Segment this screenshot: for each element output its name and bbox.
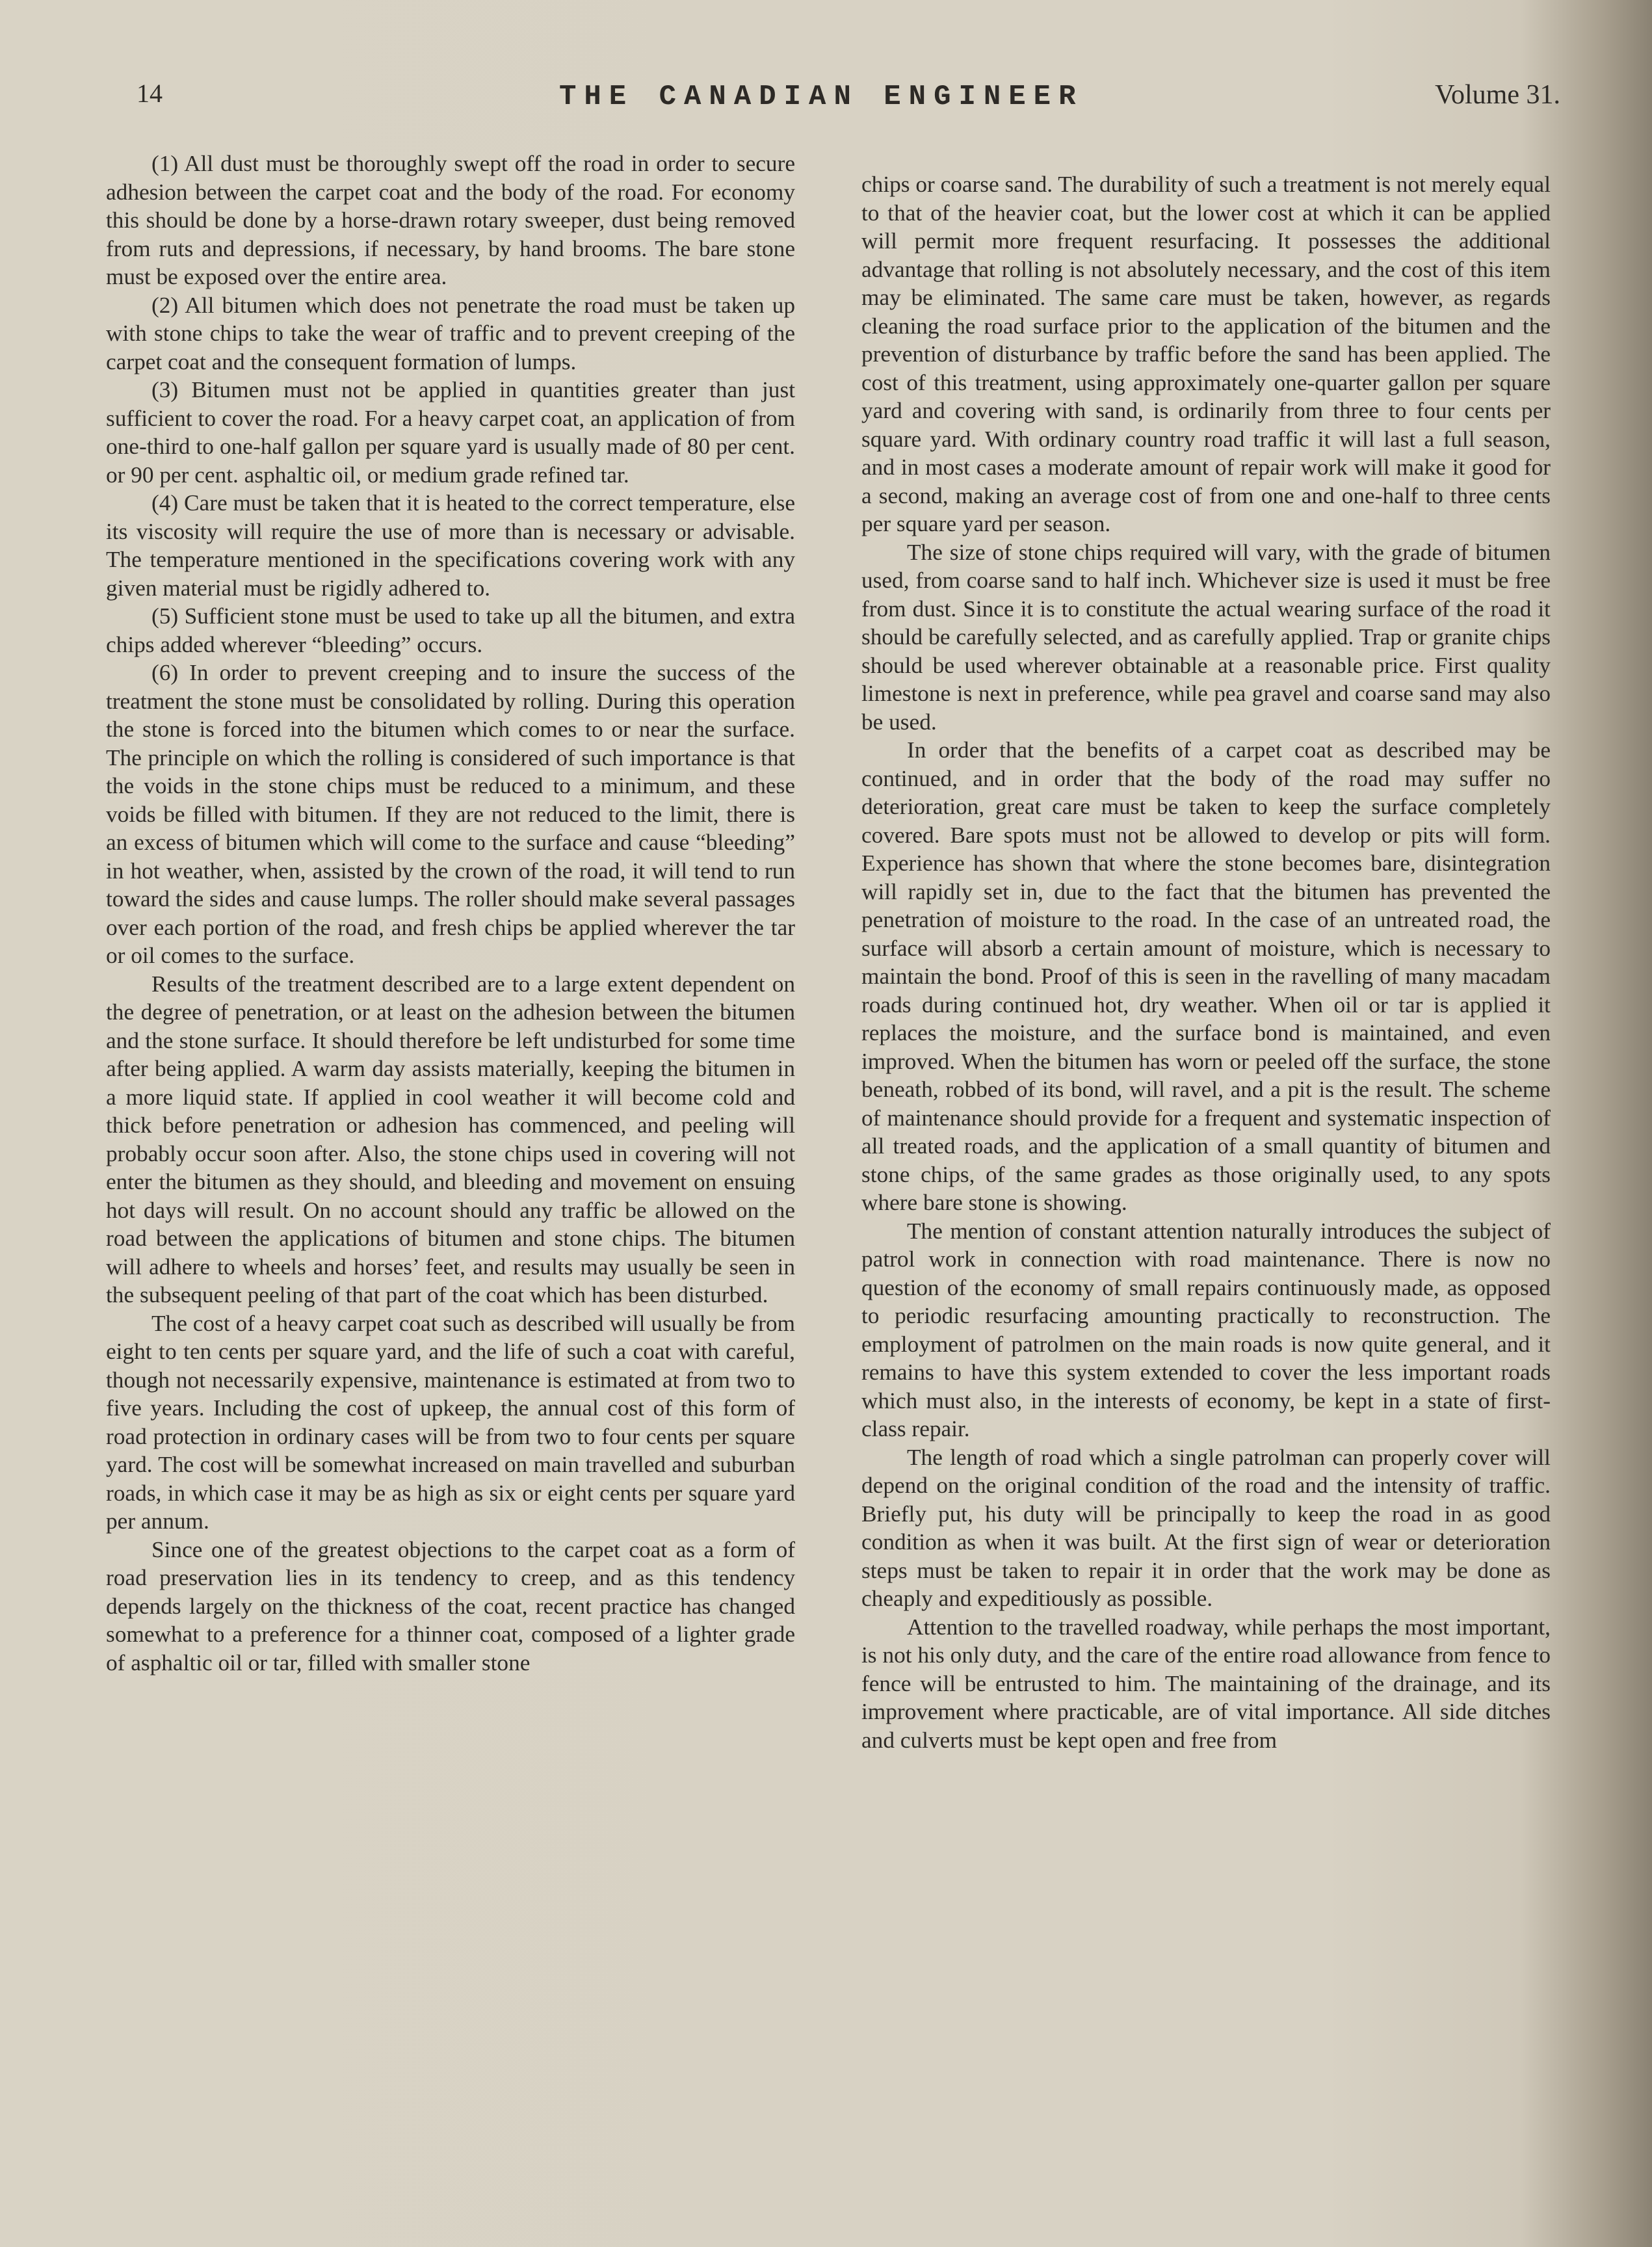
paragraph: (2) All bitumen which does not penetrate the road must be taken up with stone chips to take the wear of traffic and to prevent creeping of the carpet coat and the consequent formation of lumps.	[106, 292, 795, 374]
paragraph: (3) Bitumen must not be applied in quantities greater than just sufficient to cover the road. For a heavy carpet coat, an application of from one-third to one-half gallon per square yard is usually made of 80 per cent. or 90 per cent. asphaltic oil, or medium grade refined tar.	[106, 377, 795, 488]
volume-label: Volume 31.	[1435, 80, 1560, 110]
paragraph-continuation: chips or coarse sand. The durability of such a treatment is not merely equal to that of the heavier coat, but the lower cost at which it can be applied will permit more frequent resurfacing. It possesses the additional advantage that rolling is not absolutely necessary, and the cost of this item may be eliminated. The same care must be taken, however, as regards cleaning the road surface prior to the application of the bitumen and the prevention of disturbance by traffic before the sand has been applied. The cost of this treatment, using approximately one-quarter gallon per square yard and covering with sand, is ordinarily from three to four cents per square yard. With ordinary country road traffic it will last a full season, and in most cases a moderate amount of repair work will make it good for a second, making an average cost of from one and one-half to three cents per square yard per season.	[861, 172, 1551, 536]
paragraph: In order that the benefits of a carpet coat as described may be continued, and in order that the body of the road may suffer no deterioration, great care must be taken to keep the surface completely covered. Bare spots must not be allowed to develop or pits will form. Experience has shown that where the stone becomes bare, disintegration will rapidly set in, due to the fact that the bitumen has prevented the penetration of moisture to the road. In the case of an untreated road, the surface will absorb a certain amount of moisture, which is necessary to maintain the bond. Proof of this is seen in the ravelling of many macadam roads during continued hot, dry weather. When oil or tar is applied it replaces the moisture, and the surface bond is maintained, and even improved. When the bitumen has worn or peeled off the surface, the stone beneath, robbed of its bond, will ravel, and a pit is the result. The scheme of maintenance should provide for a frequent and systematic inspection of all treated roads, and the application of a small quantity of bitumen and stone chips, of the same grades as those originally used, to any spots where bare stone is showing.	[861, 737, 1551, 1215]
paragraph: The mention of constant attention naturally introduces the subject of patrol work in connection with road maintenance. There is now no question of the economy of small repairs continuously made, as opposed to periodic resurfacing amounting practically to reconstruction. The employment of patrolmen on the main roads is now quite general, and it remains to have this system extended to cover the less important roads which must also, in the interests of economy, be kept in a state of first-class repair.	[861, 1218, 1551, 1441]
paragraph: (4) Care must be taken that it is heated to the correct temperature, else its viscosity will require the use of more than is necessary or advisable. The temperature mentioned in the specifications covering work with any given material must be rigidly adhered to.	[106, 490, 795, 601]
paragraph: The size of stone chips required will vary, with the grade of bitumen used, from coarse sand to half inch. Whichever size is used it must be free from dust. Since it is to constitute the actual wearing surface of the road it should be carefully selected, and as carefully applied. Trap or granite chips should be used wherever obtainable at a reasonable price. First quality limestone is next in preference, while pea gravel and coarse sand may also be used.	[861, 539, 1551, 735]
left-column	[106, 150, 795, 1677]
paragraph: The length of road which a single patrolman can properly cover will depend on the original condition of the road and the intensity of traffic. Briefly put, his duty will be principally to keep the road in as good condition as when it was built. At the first sign of wear or deterioration steps must be taken to repair it in order that the work may be done as cheaply and expeditiously as possible.	[861, 1444, 1551, 1611]
page-number: 14	[137, 79, 163, 108]
paragraph: (1) All dust must be thoroughly swept off the road in order to secure adhesion between the carpet coat and the body of the road. For economy this should be done by a horse-drawn rotary sweeper, dust being removed from ruts and depressions, if necessary, by hand brooms. The bare stone must be exposed over the entire area.	[106, 151, 795, 289]
paragraph: Results of the treatment described are to a large extent dependent on the degree of penetration, or at least on the adhesion between the bitumen and the stone surface. It should therefore be left undisturbed for some time after being applied. A warm day assists materially, keeping the bitumen in a more liquid state. If applied in cool weather it will become cold and thick before penetration or adhesion has commenced, and peeling will probably occur soon after. Also, the stone chips used in covering will not enter the bitumen as they should, and bleeding and movement on ensuing hot days will result. On no account should any traffic be allowed on the road between the applications of bitumen and stone chips. The bitumen will adhere to wheels and horses’ feet, and results may usually be seen in the subsequent peeling of that part of the coat which has been disturbed.	[106, 971, 795, 1307]
paragraph: (6) In order to prevent creeping and to insure the success of the treatment the stone must be consolidated by rolling. During this operation the stone is forced into the bitumen which comes to or near the surface. The principle on which the rolling is considered of such importance is that the voids in the stone chips must be reduced to a minimum, and these voids be filled with bitumen. If they are not reduced to the limit, there is an excess of bitumen which will come to the surface and cause “bleeding” in hot weather, when, assisted by the crown of the road, it will tend to run toward the sides and cause lumps. The roller should make several passages over each portion of the road, and fresh chips be applied wherever the tar or oil comes to the surface.	[106, 660, 795, 968]
paragraph: (5) Sufficient stone must be used to take up all the bitumen, and extra chips added wherever “bleeding” occurs.	[106, 603, 795, 657]
page-header	[104, 78, 1560, 130]
paragraph: Since one of the greatest objections to the carpet coat as a form of road preservation lies in its tendency to creep, and as this tendency depends largely on the thickness of the coat, recent practice has changed somewhat to a preference for a thinner coat, composed of a lighter grade of asphaltic oil or tar, filled with smaller stone	[106, 1536, 795, 1675]
paragraph: The cost of a heavy carpet coat such as described will usually be from eight to ten cents per square yard, and the life of such a coat with careful, though not necessarily expensive, maintenance is estimated at from two to five years. Including the cost of upkeep, the annual cost of this form of road protection in ordinary cases will be from two to four cents per square yard. The cost will be somewhat increased on main travelled and suburban roads, in which case it may be as high as six or eight cents per square yard per annum.	[106, 1310, 795, 1534]
right-column	[861, 170, 1551, 1754]
journal-title: THE CANADIAN ENGINEER	[559, 81, 1084, 113]
paragraph: Attention to the travelled roadway, while perhaps the most important, is not his only duty, and the care of the entire road allowance from fence to fence will be entrusted to him. The maintaining of the drainage, and its improvement where practicable, are of vital importance. All side ditches and culverts must be kept open and free from	[861, 1614, 1551, 1753]
